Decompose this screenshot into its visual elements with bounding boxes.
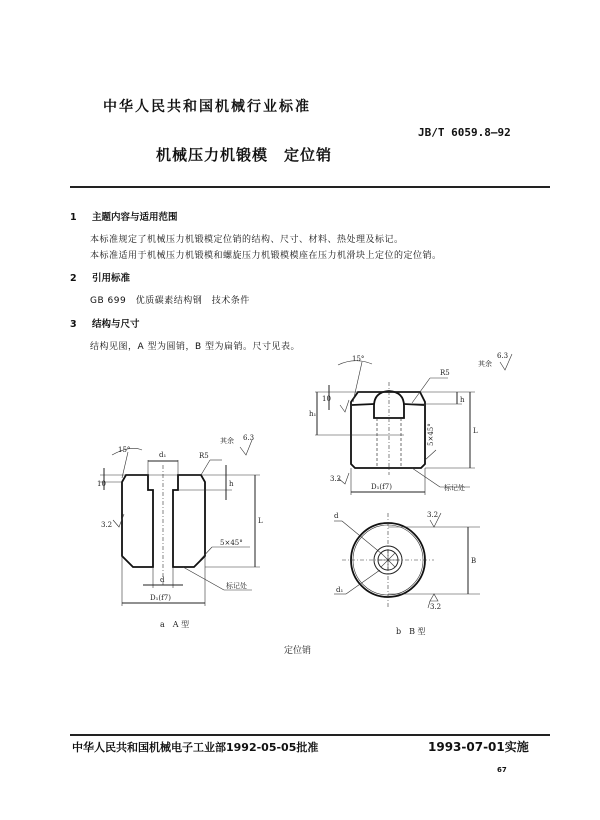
type-b-chamfer-label: 5×45° <box>427 423 435 446</box>
type-b-rest-label: 其余 <box>478 360 492 368</box>
type-b-h1-label: h₁ <box>309 410 317 418</box>
type-a-rest-value: 6.3 <box>243 434 255 442</box>
type-a-d-label: d <box>160 576 165 584</box>
type-a-angle-label: 15° <box>118 446 131 454</box>
footer-rule <box>70 734 550 736</box>
type-b-side-drawing <box>309 352 512 495</box>
type-a-h-label: h <box>229 480 234 488</box>
type-b-L-label: L <box>473 427 478 435</box>
issuing-organization: 中华人民共和国机械行业标准 <box>103 99 311 115</box>
type-b-mark-label: 标记处 <box>444 484 465 492</box>
type-a-mark-label: 标记处 <box>226 582 247 590</box>
type-b-caption: b B 型 <box>396 627 426 636</box>
figure-caption: 定位销 <box>284 646 312 656</box>
type-b-rough-side-label: 3.2 <box>330 475 342 483</box>
type-b-radius-label: R5 <box>440 369 450 377</box>
section-3-heading: 3 结构与尺寸 <box>70 319 140 330</box>
type-a-L-label: L <box>258 517 263 525</box>
type-a-d1-label: d₁ <box>159 451 167 459</box>
effective-date: 1993-07-01实施 <box>428 740 529 754</box>
type-b-rest-value: 6.3 <box>497 352 509 360</box>
type-b-h-label: h <box>460 396 465 404</box>
type-a-rest-label: 其余 <box>220 437 234 445</box>
type-b-B-label: B <box>471 557 477 565</box>
type-b-ten-label: 10 <box>322 395 331 403</box>
type-b-top-drawing <box>334 511 480 636</box>
type-b-angle-label: 15° <box>352 355 365 363</box>
type-a-drawing <box>97 434 263 629</box>
section-3-para-1: 结构见图，A 型为圆销，B 型为扁销。尺寸见表。 <box>90 342 301 352</box>
document-title: 机械压力机锻模 定位销 <box>156 146 333 164</box>
type-b-rough-top-label: 3.2 <box>427 511 439 519</box>
approval-text: 中华人民共和国机械电子工业部1992-05-05批准 <box>72 741 319 754</box>
page-number: 67 <box>497 766 507 774</box>
type-a-chamfer-label: 5×45° <box>220 539 243 547</box>
type-a-caption: a A 型 <box>160 620 190 629</box>
type-a-ten-label: 10 <box>97 480 106 488</box>
standard-code: JB/T 6059.8—92 <box>418 126 511 139</box>
type-a-radius-label: R5 <box>199 452 209 460</box>
section-1-heading: 1 主题内容与适用范围 <box>70 212 178 223</box>
type-b-d-label: d <box>334 512 339 520</box>
type-a-D1-label: D₁(f7) <box>150 594 171 602</box>
section-1-para-2: 本标准适用于机械压力机锻模和螺旋压力机锻模模座在压力机滑块上定位的定位销。 <box>90 251 442 261</box>
section-1-para-1: 本标准规定了机械压力机锻模定位销的结构、尺寸、材料、热处理及标记。 <box>90 235 404 245</box>
section-2-para-1: GB 699 优质碳素结构钢 技术条件 <box>90 296 250 306</box>
type-b-rough-bottom-label: 3.2 <box>430 603 442 611</box>
type-b-d1-label: d₁ <box>336 586 344 594</box>
section-2-heading: 2 引用标准 <box>70 273 131 284</box>
type-b-D1-label: D₁(f7) <box>371 483 392 491</box>
type-a-rough-side-label: 3.2 <box>101 521 113 529</box>
